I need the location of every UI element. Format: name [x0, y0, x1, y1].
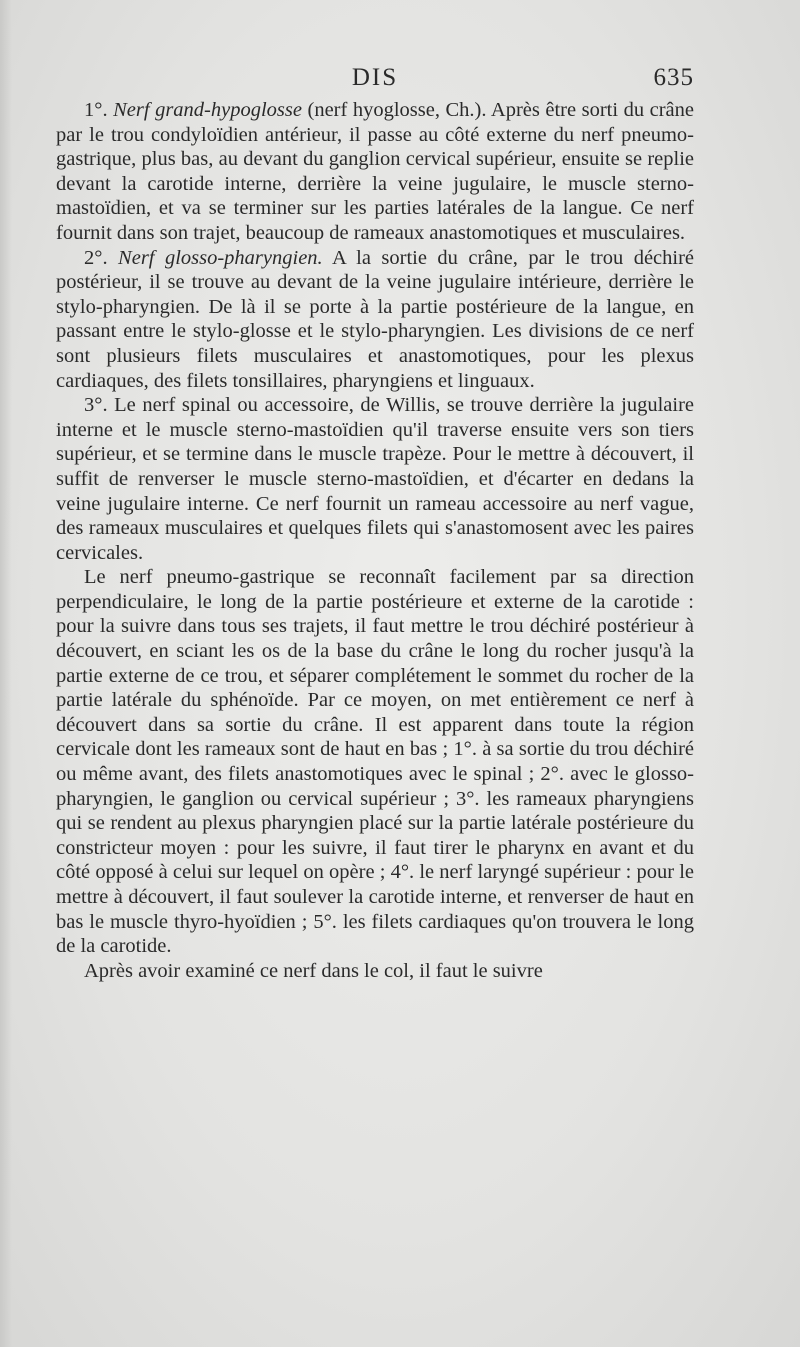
page-number: 635 — [653, 64, 694, 91]
paragraph-spinal-accessory — [56, 393, 694, 565]
paragraph-text: Le nerf pneumo-gastrique se reconnaît facilement par sa direction perpendiculaire, le long de la partie postérieure et externe de la carotide : pour la suivre dans tous ses trajets, il faut mettre le trou déchiré postérieur à découvert, en sciant les os de la base du crâne le long du rocher jusqu'à la partie externe de ce trou, et séparer complétement le sommet du rocher de la partie latérale du sphénoïde. Par ce moyen, on met entièrement ce nerf à découvert dans sa sortie du crâne. Il est apparent dans toute la région cervicale dont les rameaux sont de haut en bas ; 1°. à sa sortie du trou déchiré ou même avant, des filets anastomotiques avec le spinal ; 2°. avec le glosso-pharyngien, le ganglion ou cervical supérieur ; 3°. les rameaux pharyngiens qui se rendent au plexus pharyngien placé sur la partie latérale postérieure du constricteur moyen : pour les suivre, il faut tirer le pharynx en avant et du côté opposé à celui sur lequel on opère ; 4°. le nerf laryngé supérieur : pour le mettre à découvert, il faut soulever la carotide interne, et renverser de haut en bas le muscle thyro-hyoïdien ; 5°. les filets cardiaques qu'on trouvera le long de la carotide. — [56, 566, 694, 958]
paragraph-number: 1°. — [84, 99, 114, 121]
running-head-title: DIS — [351, 64, 399, 91]
paragraph-hypoglossal — [56, 98, 694, 246]
paragraph-glossopharyngeal — [56, 246, 694, 394]
text-block — [56, 64, 694, 983]
paragraph-text: (nerf hyoglosse, Ch.). Après être sorti du crâne par le trou condyloïdien antérieur, il passe au côté externe du nerf pneumo-gastrique, plus bas, au devant du ganglion cervical supérieur, ensuite se replie devant la carotide interne, derrière la veine jugulaire, le muscle sterno-mastoïdien, et va se terminer sur les parties latérales de la langue. Ce nerf fournit dans son trajet, beaucoup de rameaux anastomotiques et musculaires. — [56, 99, 694, 244]
paragraph-continuation — [56, 959, 694, 984]
paragraph-text: Le nerf spinal ou accessoire, de Willis, se trouve derrière la jugulaire interne et le muscle sterno-mastoïdien qu'il traverse ensuite vers son tiers supérieur, et se termine dans le muscle trapèze. Pour le mettre à découvert, il suffit de renverser le muscle sterno-mastoïdien, et d'écarter en dedans la veine jugulaire interne. Ce nerf fournit un rameau accessoire au nerf vague, des rameaux musculaires et quelques filets qui s'anastomosent avec les paires cervicales. — [56, 394, 694, 564]
paragraph-text: A la sortie du crâne, par le trou déchiré postérieur, il se trouve au devant de la veine jugulaire intérieure, derrière le stylo-pharyngien. De là il se porte à la partie postérieure de la langue, en passant entre le stylo-glosse et le stylo-pharyngien. Les divisions de ce nerf sont plusieurs filets musculaires et anastomotiques, pour les plexus cardiaques, des filets tonsillaires, pharyngiens et linguaux. — [56, 246, 695, 392]
paragraph-pneumogastric — [56, 565, 694, 959]
running-head — [56, 64, 694, 98]
body-text — [56, 98, 694, 983]
paragraph-number: 3°. — [84, 394, 115, 417]
paragraph-text: Après avoir examiné ce nerf dans le col, il faut le suivre — [84, 959, 543, 982]
paragraph-number: 2°. — [84, 246, 119, 269]
paragraph-heading: Nerf grand-hypoglosse — [113, 99, 302, 121]
paragraph-heading: Nerf glosso-pharyngien. — [118, 246, 323, 269]
page-gutter-shadow — [0, 0, 12, 1347]
